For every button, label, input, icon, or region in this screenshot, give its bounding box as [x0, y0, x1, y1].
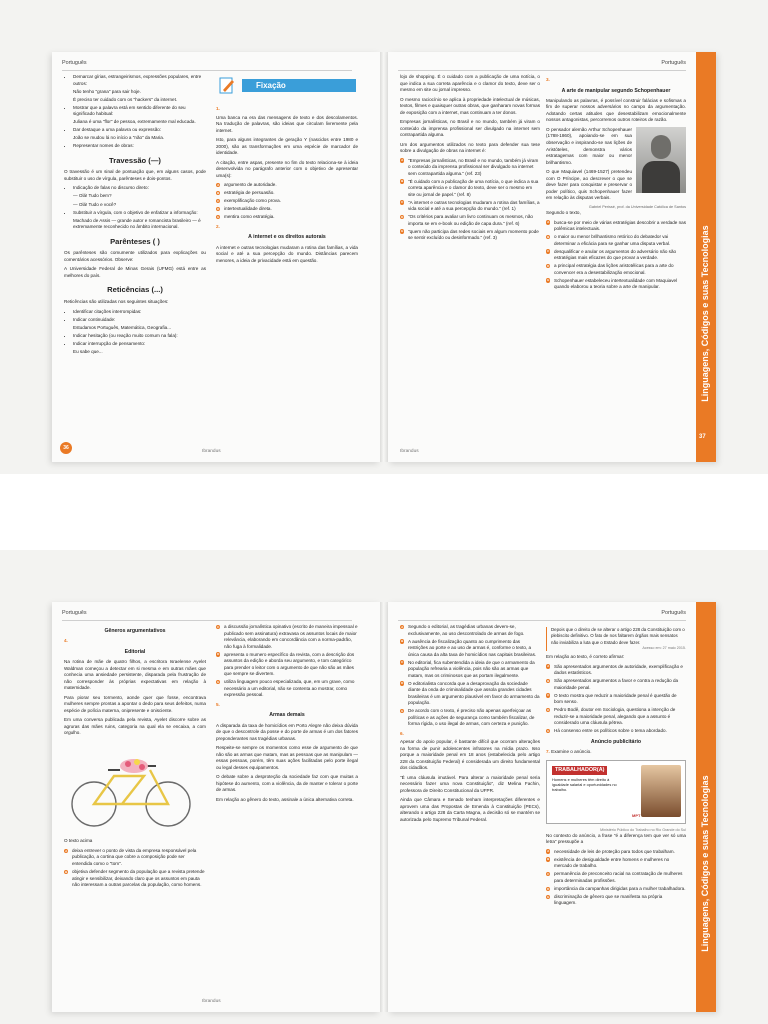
column-2: [216, 74, 358, 267]
subject-side-band: [696, 602, 716, 1012]
paragraph: Os parênteses são comumente utilizados para explicações ou comentários acessórios. Observe:: [64, 250, 206, 262]
text-title: A arte de manipular segundo Schopenhauer: [561, 87, 671, 94]
book-spread-bottom: [0, 550, 768, 1024]
aspas-list: [64, 74, 206, 150]
quote-box: [546, 627, 686, 651]
ad-source: Ministério Público do Trabalho no Rio Grande do Sul: [600, 827, 686, 832]
column-1: [64, 74, 206, 358]
example-text: João se mudou lá no início a "não" da Maria.: [73, 135, 165, 141]
travessao-list: [64, 185, 206, 230]
running-head-right: Português: [398, 610, 686, 621]
answer-option[interactable]: B objetiva defender segmento da população que a revista pretende atingir e sensibilizar, deixando claro que os assuntos em pauta não interessam a outras parcelas da população, como homens.: [65, 869, 205, 888]
paragraph: Empresas jornalísticas, no Brasil e no mundo, também já viram o conteúdo da imprensa profissional ser divulgado na internet sem contrapartida alguma.: [400, 119, 540, 138]
example-text: Machado de Assis — grande autor e romancista brasileiro — é extremamente reconhecido no âmbito internacional.: [73, 217, 201, 230]
pencil-icon: [218, 76, 236, 96]
paragraph: O pensador alemão Arthur Schopenhauer (1788-1860), apoiando-se em sua observação e inspirando-se nas lições de Aristóteles, demonstra vários estratagemas com maior ou menor brilhantismo.: [546, 126, 632, 165]
question-number: 3.: [546, 77, 550, 82]
book-gutter: [380, 52, 388, 462]
paragraph: Reticências são utilizadas nos seguintes situações:: [64, 299, 169, 305]
quote-text: Depois que o direito de se alterar o artigo 228 da Constituição com o plebiscito definitivo. O fato de nos faltarem órgãos mais sensatos não inviabiliza a luta que o Estado deve fazer.: [551, 627, 685, 645]
answer-option[interactable]: D Pedro Bodê, doutor em Sociologia, questiona a intenção de reduzir-se a maioridade penal, alegando que a assunto é considerado uma cláusula pétrea.: [547, 707, 676, 726]
answer-option[interactable]: A "Empresas jornalísticas, no Brasil e no mundo, também já viram o conteúdo da imprensa profissional ser divulgado na internet sem contrapartida alguma." (ref. 23): [401, 157, 539, 176]
fixacao-title: Fixação: [242, 79, 356, 92]
answer-option[interactable]: B "É cuidado com a publicação de uma notícia, o que indica a sua correta aparência e o clamor do texto, deve ser o mesmo em site ou jornal de papel." (ref. 8): [401, 178, 539, 197]
quote-source: Acesso em: 27 maio 2015.: [642, 645, 686, 650]
answer-option[interactable]: A argumento de autoridade.: [217, 182, 277, 188]
publisher-footer: Ibrandus: [400, 449, 419, 455]
answer-option[interactable]: B A ausência de fiscalização quanto ao cumprimento das restrições ao porte e ao uso de armas é, conforme o texto, a única causa da alta taxa de homicídios nas capitais brasileiras.: [401, 638, 537, 657]
paragraph: O travessão é um sinal de pontuação que, em alguns casos, pode substituir o uso de vírgula, parênteses e dois-pontos.: [64, 169, 206, 181]
column-1: [64, 624, 206, 890]
example-text: Estudamos Português, Matemática, Geografia...: [73, 324, 172, 330]
answer-option[interactable]: B São apresentados argumentos a favor e contra a redução da maioridade penal.: [547, 678, 679, 690]
paragraph: Ainda que Câmara e Senado tenham interpretações diferentes e aprovem uma das Propostas de Emenda à Constituição (PECs), alterando o artigo 228 da Carta Magna, a decisão só se mantém se autorizada pelo Supremo Tribunal Federal.: [400, 797, 540, 822]
running-head-right: Português: [398, 60, 686, 71]
answer-option[interactable]: D "Os critérios para avaliar um livro continuam os mesmos, não importa se em e-book ou edição de capa dura." (ref. 6): [401, 214, 533, 226]
answer-option[interactable]: D apresenta o mumero específico da revista, com a descrição dos assuntos da edição e aborda seu argumento, e tom categórico para prender o leitor com o argumento de que não são as mães que sempre se divertem.: [217, 651, 355, 677]
text-title: Armas demais: [269, 712, 305, 719]
paragraph: Um dos argumentos utilizados no texto para defender sua tese sobre a divulgação de obras na internet é:: [400, 141, 540, 154]
answer-option[interactable]: A Segundo o editorial, as tragédias urbanas devem-se, exclusivamente, ao uso descontrolado de armas de fogo.: [401, 624, 525, 636]
paragraph: Isto, para alguns integrantes de geração Y (nascidos entre 1980 e 2000), são as transformações em uma espécie de marcador de identidade.: [216, 137, 358, 156]
ad-photo: [641, 765, 681, 817]
ad-logo: MPT: [632, 812, 641, 818]
section-title: Gêneros argumentativos: [104, 628, 166, 634]
answer-option[interactable]: E utiliza linguagem pouco especializada, que, em um grave, como necessário a um editorial, não se contenta ao mostrar, como expressão pessoal.: [217, 679, 355, 698]
paragraph: No contexto do anúncio, a frase "é a diferença tem que ver só uma letra" pressupõe a: [546, 832, 686, 845]
answer-option[interactable]: E Schopenhauer estabeleceu intertextualidade com Maquiavel quando elaborou a teoria sobre a arte de manipular.: [547, 277, 678, 290]
advertisement: [546, 760, 686, 824]
text-title: A internet e os direitos autorais: [248, 234, 326, 241]
answer-option[interactable]: C exemplificação como prova.: [217, 198, 281, 204]
list-item: • Mostrar que a palavra está em sentido diferente do seu significado habitual:: [73, 105, 206, 118]
band-title: Linguagens, Códigos e suas Tecnologias: [700, 225, 711, 402]
answer-option[interactable]: D intertextualidade direta.: [217, 206, 272, 212]
column-2: [546, 624, 686, 908]
answer-option[interactable]: E discriminação de gênero que se manifesta na própria linguagem.: [547, 893, 663, 906]
page-left-2: [52, 602, 380, 1012]
list-item: • Representar nomes de obras:: [73, 143, 206, 150]
example-text: — Olá! Tudo bem?: [73, 193, 112, 199]
paragraph: O debate sobre a desproteção da sociedade faz com que muitas a hipótese do aumento, com a violência, da de manter e tolerar o porte de armas.: [216, 774, 358, 793]
list-item: • Substituir a vírgula, com o objetivo de enfatizar a informação:: [73, 210, 206, 217]
text-title: Editorial: [124, 648, 146, 655]
ad-text: Homens e mulheres têm direito à igualdade salarial e oportunidades no trabalho.: [552, 776, 617, 793]
schopenhauer-portrait: [636, 127, 686, 193]
column-1: [400, 624, 540, 826]
paragraph: lojo de shopping. É o cuidado com a publicação de uma notícia, o que indica a sua correta aparência e o clamor do texto, deve ser o mesmo em site ou jornal impresso.: [400, 74, 540, 93]
question-number: 6.: [400, 730, 404, 736]
answer-option[interactable]: D a principal estratégia das lições aristotélicas para a arte do convencer era a desestabilização emocional.: [547, 263, 674, 275]
list-item: • Dar destaque a uma palavra ou expressão:: [73, 127, 206, 134]
question-number: 5.: [216, 701, 220, 707]
paragraph: Em uma conversa publicada pela revista, Ayelet discorre sobre as agruras das mães ruins, categoria na qual ela se encaixa, a com orgulho.: [64, 717, 206, 736]
question-number: 2.: [216, 223, 220, 229]
example-text: É preciso ter cuidado com os "hackers" da internet.: [73, 96, 178, 102]
paragraph: O que Maquiavel (1469-1527) pretendeu com O Príncipe, ao descrever o que se deve fazer para conquistar e preservar o poder político, quis Schopenhauer fazer em relação às disputas verbais.: [546, 169, 632, 201]
question-number: 7.: [546, 749, 550, 755]
page-37: [388, 52, 716, 462]
paragraph: Respeite-se sempre os momentos como esse de argumento de que não são as armas que matam, mas as pessoas que as manipulam — essas pessoas, porém, têm suas ações facilitadas pelo porte ilegal ou legal desses equipamentos.: [216, 745, 358, 770]
question-number: 4.: [64, 638, 68, 644]
question-prompt: Segundo o texto,: [546, 210, 581, 216]
answer-option[interactable]: C "A internet e outras tecnologias mudaram a rotina das famílias, a vida social e até a sua percepção do mundo." (ref. 1): [401, 199, 540, 212]
question-prompt: Examine o anúncio.: [551, 749, 592, 755]
list-item: • Indicar continuidade:: [73, 317, 206, 324]
column-2: [216, 624, 358, 806]
heading-reticencias: Reticências (...): [107, 285, 163, 295]
paragraph: A disparada da taxa de homicídios em Porto Alegre não deixa dúvida de que o descontrole da posse e do porte de armas é um dos fatores preponderantes nas tragédias urbanas.: [216, 722, 358, 741]
answer-option[interactable]: C desqualificar e anular os argumentos do adversário não são estratégias mais eficazes do que provar a verdade.: [547, 248, 677, 261]
list-item: • Indicar interrupção de pensamento:: [73, 341, 206, 348]
answer-option[interactable]: A deixa entrever o ponto de vista da empresa responsável pela publicação, a cortina que cobre a composição pode ser entendida como o "tom".: [65, 847, 197, 866]
column-2: [546, 74, 686, 292]
question-prompt: Em relação ao gênero do texto, assinale a única alternativa correta.: [216, 796, 354, 802]
list-item: • Demarcar gírias, estrangeirismos, expressões populares, entre outros:: [73, 74, 206, 87]
answer-option[interactable]: B existência de desigualdade entre homens e mulheres no mercado de trabalho.: [547, 856, 670, 869]
fixacao-banner: [216, 76, 358, 102]
column-1: [400, 74, 540, 243]
example-text: — Olá! Tudo e você?: [73, 201, 117, 207]
paragraph: Para piorar seu tormento, aonde quer que fosse, encontrava mulheres sempre prontas a apontar o dedo para seus defeitos, numa espécie de polícia materna, onipresente e onisciente.: [64, 694, 206, 713]
example-text: Eu sabe que...: [73, 348, 103, 354]
subject-side-band: [696, 52, 716, 462]
list-item: • Identificar citações interrompidas:: [73, 309, 206, 316]
answer-option[interactable]: E "quem não participa das redes sociais em algum momento pode se sentir excluído ou desinformado." (ref. 3): [401, 228, 539, 241]
answer-option[interactable]: E Há consenso entre os políticos sobre o tema abordado.: [547, 728, 667, 734]
publisher-footer: Ibrandus: [202, 999, 221, 1005]
ad-title: TRABALHADOR(A): [552, 766, 607, 776]
book-spread-top: [0, 0, 768, 474]
question-prompt: O texto acima: [64, 838, 93, 844]
page-number: 37: [699, 434, 706, 441]
answer-option[interactable]: A busca-se por meio de várias estratégias descobrir a verdade nas polêmicas intelectuais.: [547, 219, 687, 232]
paragraph: O mesmo raciocínio se aplica à propriedade intelectual de músicas, textos, filmes e quaisquer outras obras, que ganharam novas formas de exposição com a internet, mas continuam a ter donos.: [400, 96, 540, 115]
portrait-caption: Gabriel Perissé, prof. da Universidade Católica de Santos: [588, 204, 686, 209]
answer-option[interactable]: D O editorialista concorda que a desaprovação da sociedade diante da onda de criminalidade que assola grandes cidades brasileiras é um argumento plausível em favor do armamento da população.: [401, 680, 540, 706]
running-head-left: Português: [62, 610, 352, 621]
paragraph: A internet e outras tecnologias mudaram a rotina das famílias, a vida social e até a sua percepção do mundo. Distâncias parecem menores, a ideia de privacidade está em questão.: [216, 244, 358, 263]
paragraph: Uma banca na era das mensagens de texto e dos descolamentos. Na tradução de palavras, são ideias que circulam livremente pela internet.: [216, 114, 358, 133]
heading-anuncio: Anúncio publicitário: [590, 738, 642, 745]
book-gutter: [380, 602, 388, 1012]
example-text: Não tenho "grana" para sair hoje.: [73, 88, 141, 94]
answer-option[interactable]: C No editorial, fica subentendida a ideia de que o armamento da população refrearia a violência, pois não são as armas que matam, mas os criminosos que as portam ilegalmente.: [401, 659, 535, 678]
answer-option[interactable]: D importância da campanhas dirigidas para a mulher trabalhadora.: [547, 885, 686, 891]
answer-option[interactable]: C O texto mostra que reduzir a maioridade penal é questão de bom senso.: [547, 692, 677, 705]
answer-option[interactable]: C a discussão jornalística opinativo (escrito de maneira impessoal e publicado sem assinatura) extravasa os assuntos locais de maior relevância, elaborando em concordância com a norma-padrão, não fuga à formalidade.: [217, 624, 358, 649]
paragraph: Apesar do apoio popular, é bastante difícil que ocorram alterações na forma de punir adolescentes infratores na mídia prazo. Isso porque a maioridade penal em 18 anos (estabelecida pelo artigo 228 da Constituição Federal) é considerada um direito fundamental dos cidadãos.: [400, 739, 540, 771]
answer-option[interactable]: B estratégia de persuasão.: [217, 190, 275, 196]
page-number: 36: [60, 442, 72, 454]
answer-option[interactable]: B o maior ou menor brilhantismo retórico do debatedor vai determinar a eficácia para se ganhar uma disputa verbal.: [547, 234, 671, 246]
paragraph: Manipulando as palavras, é possível construir falácias e sofismas a fim de superar nossos adversários no campo da argumentação. Adotando certas atitudes que desestabilizam emocionalmente nossos antagonistas, percorremos outros roteiros de razão.: [546, 97, 686, 123]
paragraph: "É uma cláusula imutável. Para alterar a maioridade penal seria necessário fazer uma nova Constituição", diz Melina Fachin, professora de Direito Constitucional da UFPR.: [400, 774, 540, 793]
question-prompt: Em relação ao texto, é correto afirmar:: [546, 654, 625, 659]
publisher-footer: Ibrandus: [202, 449, 221, 455]
page-36: [52, 52, 380, 462]
list-item: • Indicação de falas no discurso direto:: [73, 185, 206, 192]
answer-option[interactable]: A São apresentados argumentos de autoridade, exemplificação e dados estatísticos.: [547, 663, 683, 676]
paragraph: A citação, entre aspas, presente no fim do texto relaciona-se à ideia desenvolvida no parágrafo anterior com o objetivo de apresentar uma(s):: [216, 159, 358, 178]
answer-option[interactable]: C permanência de preconceito racial na contratação de mulheres para determinadas profissões.: [547, 871, 683, 883]
example-text: Juliana é uma "flor" de pessoa, extremamente mal educada.: [73, 119, 196, 125]
page-right-2: [388, 602, 716, 1012]
bicycle-illustration: [64, 744, 200, 832]
paragraph: Na rotina de mãe de quatro filhos, a escritora Israelense Ayelet Waldman começou a detectar em si mesma e em outras mães que conhecia uma ansiedade persistente, disparada pela frustração de não corresponder às próprias expectativas em relação à maternidade.: [64, 659, 206, 691]
answer-option[interactable]: E De acordo com o texto, é preciso não apenas aperfeiçoar as políticas e as ações de segurança como também fiscalizar, de forma rígida, o uso ilegal de armas, com certeza e punição.: [401, 708, 535, 727]
heading-parenteses: Parênteses ( ): [110, 236, 160, 246]
reticencias-list: [64, 309, 206, 356]
answer-option[interactable]: E mentira como estratégia.: [217, 214, 275, 220]
running-head-left: Português: [62, 60, 352, 71]
list-item: • Indicar hesitação (ou reação muito comum na fala):: [73, 333, 206, 340]
paragraph: A Universidade Federal de Minas Gerais (UFMG) está entre as melhores do país.: [64, 266, 206, 278]
band-title: Linguagens, Códigos e suas Tecnologias: [700, 775, 711, 952]
question-number: 1.: [216, 106, 220, 111]
heading-travessao: Travessão (—): [109, 155, 161, 165]
answer-option[interactable]: A necessidade de leis de proteção para todos que trabalham.: [547, 848, 675, 854]
